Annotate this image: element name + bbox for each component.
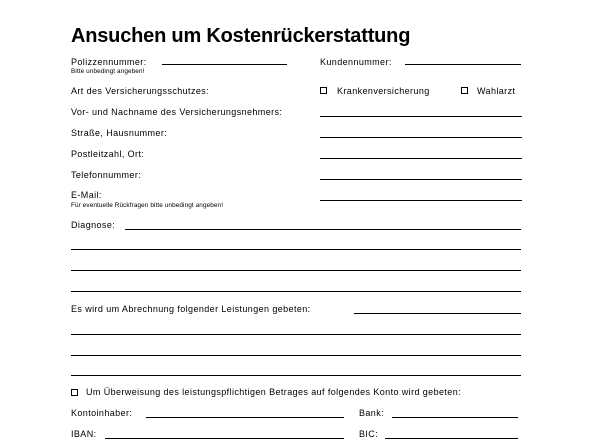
email-field[interactable] [320,200,522,201]
billing-line[interactable] [71,334,521,335]
name-label: Vor- und Nachname des Versicherungsnehmers: [71,107,283,117]
diagnosis-line[interactable] [71,291,521,292]
iban-field[interactable] [105,438,344,439]
health-insurance-checkbox[interactable] [320,87,327,94]
street-label: Straße, Hausnummer: [71,128,168,138]
policy-number-field[interactable] [162,64,287,65]
transfer-label: Um Überweisung des leistungspflichtigen Betrages auf folgendes Konto wird gebeten: [86,387,462,397]
name-field[interactable] [320,116,522,117]
postal-city-label: Postleitzahl, Ort: [71,149,145,159]
billing-field[interactable] [354,313,521,314]
diagnosis-field[interactable] [125,229,521,230]
policy-number-note: Bitte unbedingt angeben! [71,68,145,75]
transfer-checkbox[interactable] [71,389,78,396]
customer-number-field[interactable] [405,64,521,65]
phone-field[interactable] [320,179,522,180]
billing-label: Es wird um Abrechnung folgender Leistungen gebeten: [71,304,311,314]
bic-label: BIC: [359,429,379,439]
phone-label: Telefonnummer: [71,170,142,180]
customer-number-label: Kundennummer: [320,57,392,67]
insurance-type-label: Art des Versicherungsschutzes: [71,86,210,96]
elective-doctor-label: Wahlarzt [477,86,516,96]
bank-label: Bank: [359,408,385,418]
email-label: E-Mail: [71,190,102,200]
diagnosis-line[interactable] [71,249,521,250]
health-insurance-label: Krankenversicherung [337,86,430,96]
iban-label: IBAN: [71,429,97,439]
diagnosis-label: Diagnose: [71,220,116,230]
form-title: Ansuchen um Kostenrückerstattung [71,25,411,47]
account-holder-label: Kontoinhaber: [71,408,133,418]
postal-city-field[interactable] [320,158,522,159]
bank-field[interactable] [392,417,518,418]
account-holder-field[interactable] [146,417,344,418]
billing-line[interactable] [71,375,521,376]
bic-field[interactable] [385,438,518,439]
billing-line[interactable] [71,355,521,356]
policy-number-label: Polizzennummer: [71,57,147,67]
street-field[interactable] [320,137,522,138]
elective-doctor-checkbox[interactable] [461,87,468,94]
diagnosis-line[interactable] [71,270,521,271]
email-note: Für eventuelle Rückfragen bitte unbedingt angeben! [71,202,224,209]
